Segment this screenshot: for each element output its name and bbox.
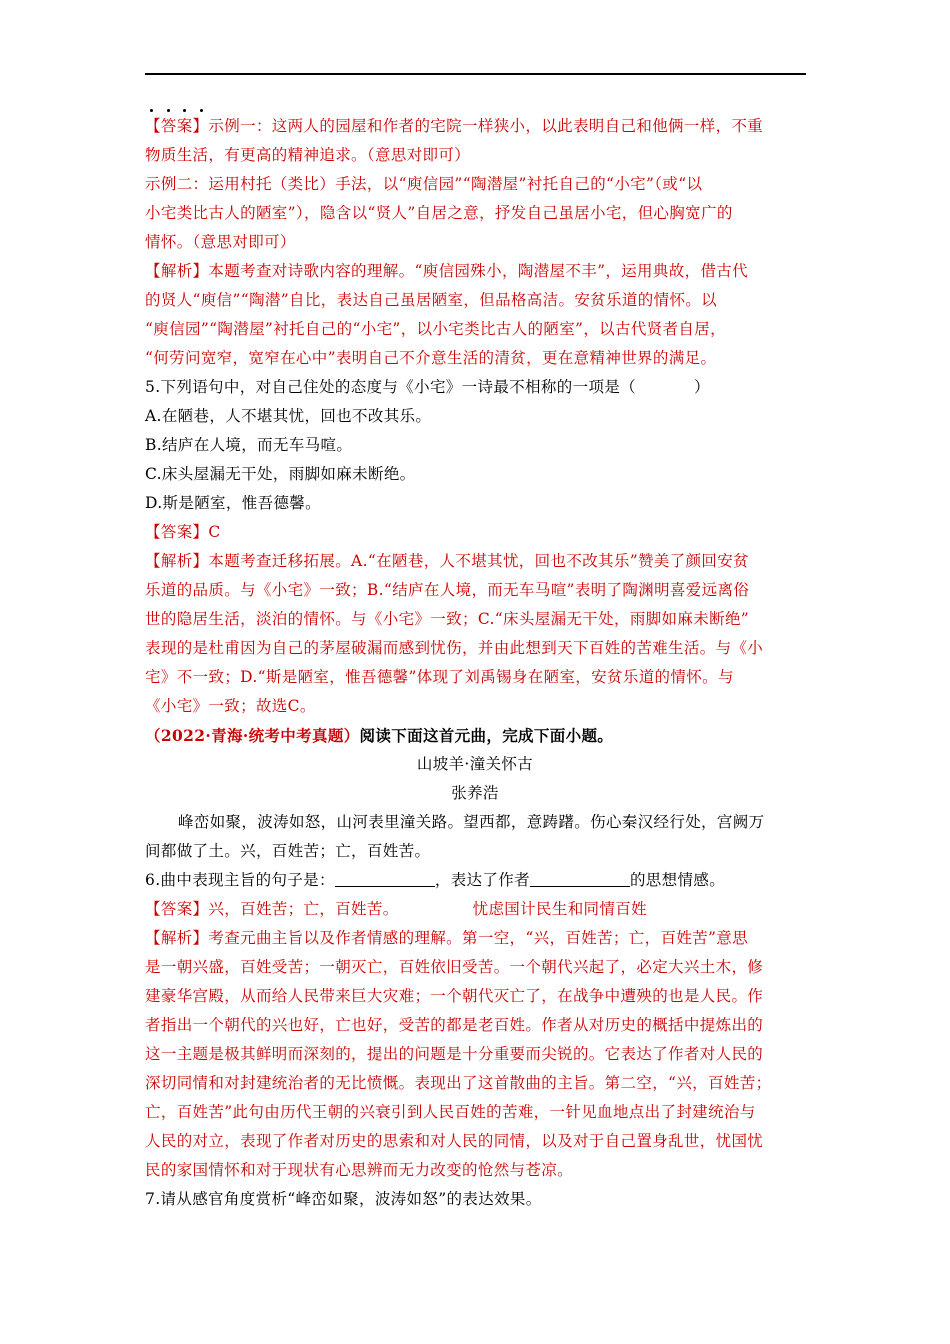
q5-analysis-line-1: 【解析】本题考查迁移拓展。A.“在陋巷，人不堪其忧，回也不改其乐”赞美了颜回安贫 [145,552,749,570]
q4-answer-line-4: 小宅类比古人的陋室”），隐含以“贤人”自居之意，抒发自己虽居小宅，但心胸宽广的 [145,204,733,222]
q4-analysis-line-1: 【解析】本题考查对诗歌内容的理解。“庾信园殊小，陶潜屋不丰”，运用典故，借古代 [145,262,749,280]
q5-option-c: C.床头屋漏无干处，雨脚如麻未断绝。 [145,465,416,483]
q6-stem-middle: ，表达了作者 [434,871,530,889]
q4-analysis-line-4: “何劳问宽窄，宽窄在心中”表明自己不介意生活的清贫，更在意精神世界的满足。 [145,349,717,367]
document-body [145,112,815,1214]
section-header [145,721,815,750]
q5-option-b: B.结庐在人境，而无车马喧。 [145,436,353,454]
q6-analysis-line-3: 建豪华宫殿，从而给人民带来巨大灾难；一个朝代灭亡了，在战争中遭殃的也是人民。作 [145,987,764,1005]
q7-stem: 7.请从感官角度赏析“峰峦如聚，波涛如怒”的表达效果。 [145,1190,542,1208]
q5-analysis-line-3: 世的隐居生活，淡泊的情怀。与《小宅》一致；C.“床头屋漏无干处，雨脚如麻未断绝” [145,610,750,628]
q5-analysis-line-6: 《小宅》一致；故选C。 [145,697,316,715]
section-source: （2022·青海·统考中考真题） [145,726,360,745]
q6-analysis-line-7: 亡，百姓苦”此句由历代王朝的兴衰引到人民百姓的苦难，一针见血地点出了封建统治与 [145,1103,756,1121]
q6-analysis-line-4: 者指出一个朝代的兴也好，亡也好，受苦的都是老百姓。作者从对历史的概括中提炼出的 [145,1016,764,1034]
q6-analysis-line-1: 【解析】考查元曲主旨以及作者情感的理解。第一空，“兴，百姓苦；亡，百姓苦”意思 [145,929,749,947]
q6-analysis-line-9: 民的家国情怀和对于现状有心思辨而无力改变的怆然与苍凉。 [145,1161,573,1179]
q6-blank-1[interactable] [335,870,435,887]
q6-answer [145,895,815,924]
q5-stem-suffix: 的一项是（ [556,378,637,396]
section-instruction: 阅读下面这首元曲，完成下面小题。 [359,726,614,745]
q5-option-a: A.在陋巷，人不堪其忧，回也不改其乐。 [145,407,432,425]
q4-analysis-line-2: 的贤人“庾信”“陶潜”自比，表达自己虽居陋室，但品格高洁。安贫乐道的情怀。以 [145,291,717,309]
poem-line-1: 峰峦如聚，波涛如怒，山河表里潼关路。望西都，意踌躇。伤心秦汉经行处，宫阙万 [178,813,765,831]
q5-stem-prefix: 5.下列语句中，对自己住处的态度与《小宅》一诗 [145,378,494,396]
poem-title: 山坡羊·潼关怀古 [416,755,534,773]
q5-analysis-line-4: 表现的是杜甫因为自己的茅屋破漏而感到忧伤，并由此想到天下百姓的苦难生活。与《小 [145,639,764,657]
q6-analysis-line-5: 这一主题是极其鲜明而深刻的，提出的问题是十分重要而尖锐的。它表达了作者对人民的 [145,1045,764,1063]
q6-analysis-line-8: 人民的对立，表现了作者对历史的思索和对人民的同情，以及对于自己置身乱世，忧国忧 [145,1132,764,1150]
q6-analysis-line-2: 是一朝兴盛，百姓受苦；一朝灭亡，百姓依旧受苦。一个朝代兴起了，必定大兴土木，修 [145,958,764,976]
q4-analysis-line-3: “庾信园”“陶潜屋”衬托自己的“小宅”，以小宅类比古人的陋室”，以古代贤者自居， [145,320,726,338]
poem-line-2: 间都做了土。兴，百姓苦；亡，百姓苦。 [145,842,431,860]
q6-analysis-line-6: 深切同情和对封建统治者的无比愤慨。表现出了这首散曲的主旨。第二空，“兴，百姓苦； [145,1074,772,1092]
q5-stem-emphasis: 最不相称 [493,378,556,396]
q5-stem [145,373,815,402]
q6-answer-second: 忧虑国计民生和同情百姓 [472,900,647,918]
q4-answer-line-2: 物质生活，有更高的精神追求。（意思对即可） [145,146,471,164]
q4-answer-line-3: 示例二：运用村托（类比）手法，以“庾信园”“陶潜屋”衬托自己的“小宅”（或“以 [145,175,703,193]
q5-analysis-line-5: 宅》不一致；D.“斯是陋室，惟吾德馨”体现了刘禹锡身在陋室，安贫乐道的情怀。与 [145,668,734,686]
q6-answer-first: 【答案】兴，百姓苦；亡，百姓苦。 [145,900,399,918]
q6-stem-suffix: 的思想情感。 [629,871,726,889]
q4-answer-line-1: 【答案】示例一：这两人的园屋和作者的宅院一样狭小，以此表明自己和他俩一样，不重 [145,117,764,135]
q4-answer-line-5: 情怀。（意思对即可） [145,233,296,251]
header-rule [145,73,806,75]
poem-author: 张养浩 [451,784,499,802]
q6-stem-prefix: 6.曲中表现主旨的句子是： [145,871,335,889]
q5-answer: 【答案】C [145,523,221,541]
q6-stem [145,866,815,895]
q6-blank-2[interactable] [530,870,630,887]
q5-stem-close: ） [694,378,710,396]
q5-analysis-line-2: 乐道的品质。与《小宅》一致；B.“结庐在人境，而无车马喧”表明了陶渊明喜爱远离俗 [145,581,750,599]
q5-option-d: D.斯是陋室，惟吾德馨。 [145,494,322,512]
